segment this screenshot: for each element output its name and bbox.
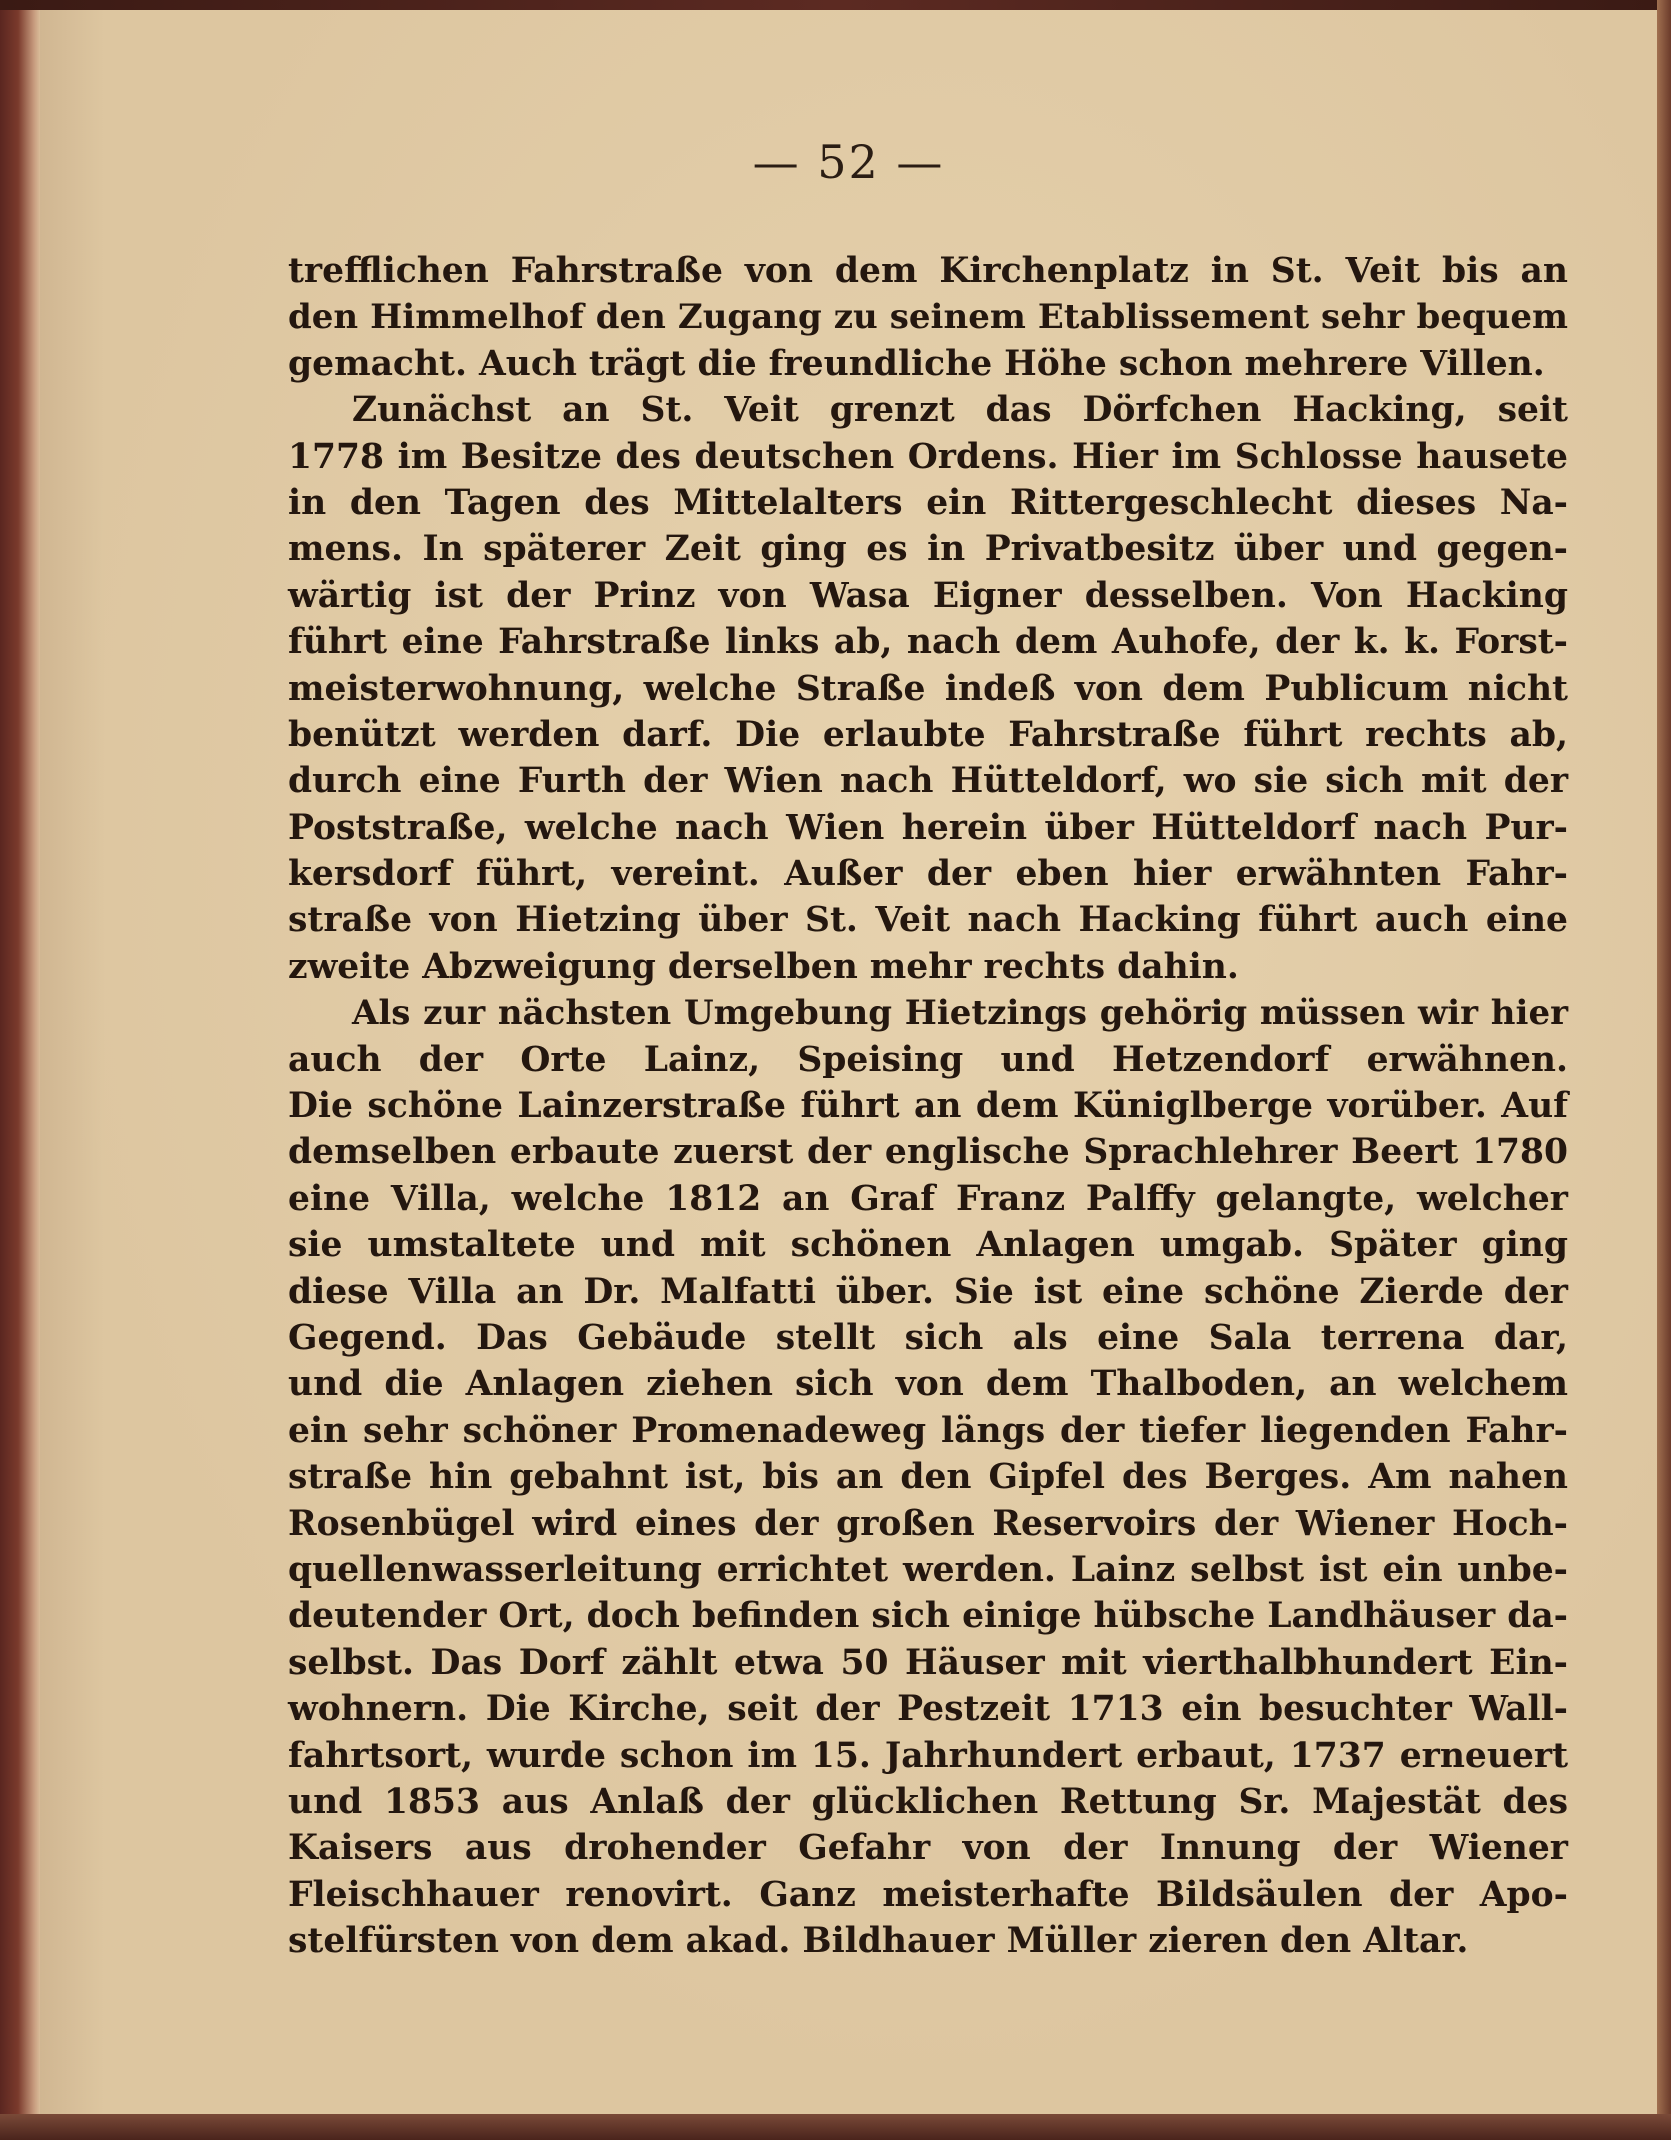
text-line: Zunächst an St. Veit grenzt das Dörfchen Hacking, seit (352, 390, 1568, 431)
paragraph (288, 990, 1568, 1964)
text-line: diese Villa an Dr. Malfatti über. Sie ist eine schöne Zierde der (288, 1271, 1568, 1312)
text-line: straße hin gebahnt ist, bis an den Gipfel des Berges. Am nahen (288, 1457, 1568, 1498)
text-line: stelfürsten von dem akad. Bildhauer Müller zieren den Altar. (288, 1921, 1469, 1962)
text-line: durch eine Furth der Wien nach Hütteldorf, wo sie sich mit der (288, 761, 1568, 802)
text-line: und 1853 aus Anlaß der glücklichen Rettung Sr. Majestät des (288, 1781, 1568, 1822)
paragraph (288, 387, 1568, 990)
text-line: 1778 im Besitze des deutschen Ordens. Hier im Schlosse hausete (288, 436, 1568, 477)
text-line: gemacht. Auch trägt die freundliche Höhe schon mehrere Villen. (288, 343, 1545, 384)
book-top-edge (0, 0, 1671, 10)
text-line: Poststraße, welche nach Wien herein über Hütteldorf nach Pur- (288, 807, 1568, 848)
text-line: eine Villa, welche 1812 an Graf Franz Palffy gelangte, welcher (288, 1178, 1568, 1219)
text-line: quellenwasserleitung errichtet werden. Lainz selbst ist ein unbe- (288, 1549, 1568, 1590)
book-spine (0, 0, 40, 2140)
text-line: Rosenbügel wird eines der großen Reservoirs der Wiener Hoch- (288, 1503, 1568, 1544)
text-line: deutender Ort, doch befinden sich einige hübsche Landhäuser da- (288, 1596, 1568, 1637)
text-line: fahrtsort, wurde schon im 15. Jahrhundert erbaut, 1737 erneuert (288, 1735, 1568, 1776)
text-line: führt eine Fahrstraße links ab, nach dem Auhofe, der k. k. Forst- (288, 622, 1568, 663)
text-line: Fleischhauer renovirt. Ganz meisterhafte Bildsäulen der Apo- (288, 1874, 1568, 1915)
text-line: kersdorf führt, vereint. Außer der eben hier erwähnten Fahr- (288, 854, 1568, 895)
text-line: den Himmelhof den Zugang zu seinem Etablissement sehr bequem (288, 297, 1568, 338)
text-line: mens. In späterer Zeit ging es in Privatbesitz über und gegen- (288, 529, 1568, 570)
text-line: zweite Abzweigung derselben mehr rechts dahin. (288, 946, 1239, 987)
text-line: Die schöne Lainzerstraße führt an dem Küniglberge vorüber. Auf (288, 1086, 1568, 1127)
book-right-edge (1657, 0, 1671, 2140)
page-number: — 52 — (752, 135, 945, 189)
text-line: straße von Hietzing über St. Veit nach Hacking führt auch eine (288, 900, 1568, 941)
paragraph (288, 248, 1568, 387)
text-line: sie umstaltete und mit schönen Anlagen umgab. Später ging (288, 1225, 1568, 1266)
text-line: trefflichen Fahrstraße von dem Kirchenplatz in St. Veit bis an (288, 251, 1568, 291)
text-line: Kaisers aus drohender Gefahr von der Innung der Wiener (288, 1828, 1568, 1869)
text-line: demselben erbaute zuerst der englische Sprachlehrer Beert 1780 (288, 1132, 1568, 1173)
text-line: in den Tagen des Mittelalters ein Rittergeschlecht dieses Na- (288, 482, 1568, 523)
text-line: und die Anlagen ziehen sich von dem Thalboden, an welchem (288, 1364, 1568, 1405)
text-line: ein sehr schöner Promenadeweg längs der tiefer liegenden Fahr- (288, 1410, 1568, 1451)
body-text (288, 248, 1568, 1964)
text-line: Als zur nächsten Umgebung Hietzings gehörig müssen wir hier (352, 993, 1568, 1034)
text-line: wohnern. Die Kirche, seit der Pestzeit 1713 ein besuchter Wall- (288, 1689, 1568, 1730)
text-line: benützt werden darf. Die erlaubte Fahrstraße führt rechts ab, (288, 714, 1568, 755)
text-line: meisterwohnung, welche Straße indeß von dem Publicum nicht (288, 668, 1568, 709)
book-bottom-edge (0, 2114, 1671, 2140)
text-line: wärtig ist der Prinz von Wasa Eigner desselben. Von Hacking (288, 575, 1568, 616)
text-line: Gegend. Das Gebäude stellt sich als eine Sala terrena dar, (288, 1317, 1568, 1358)
paper-page (40, 10, 1657, 2114)
text-line: auch der Orte Lainz, Speising und Hetzendorf erwähnen. (288, 1039, 1568, 1080)
text-line: selbst. Das Dorf zählt etwa 50 Häuser mit vierthalbhundert Ein- (288, 1642, 1568, 1683)
